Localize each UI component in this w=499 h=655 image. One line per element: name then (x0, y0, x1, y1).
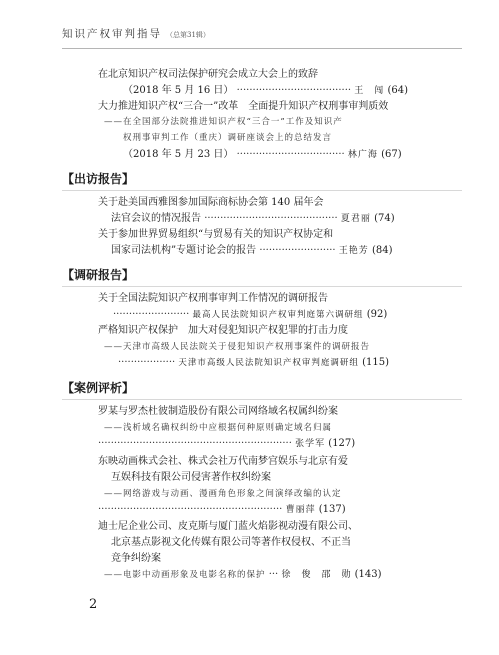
toc-entry-title: 罗某与罗杰杜彼制造股份有限公司网络域名权属纠纷案 (98, 406, 338, 417)
running-header (62, 22, 462, 49)
entry-page: (143) (354, 569, 382, 580)
entry-author: 张学军 (295, 439, 326, 449)
page-number: 2 (89, 597, 98, 612)
toc-entry-title-cont (111, 245, 393, 257)
toc-entry-subtitle: ——浅析域名确权纠纷中应根据何种原则确定域名归属 (104, 423, 333, 433)
section-heading-cases: 【案例评析】 (62, 381, 135, 395)
toc-entry-title: 迪士尼企业公司、皮克斯与厦门蓝火焰影视动漫有限公司、 (98, 521, 358, 532)
toc-entry-title: 严格知识产权保护 加大对侵犯知识产权犯罪的打击力度 (98, 325, 348, 336)
toc-entry-title: 关于参加世界贸易组织“与贸易有关的知识产权协定和 (98, 229, 334, 240)
entry-author: 曹丽萍 (285, 505, 316, 515)
dot-leader: ························ (113, 309, 190, 320)
entry-author: 天津市高级人民法院知识产权审判庭调研组 (178, 358, 359, 368)
dot-leader: ····························································· (98, 438, 292, 449)
toc-entry-date-line (123, 149, 402, 161)
toc-entry-title-cont (111, 213, 395, 225)
toc-entry-author-line (98, 438, 355, 450)
section-heading-outgoing: 【出访报告】 (62, 172, 135, 186)
toc-entry-author-line (113, 309, 387, 321)
toc-entry-subtitle: ——天津市高级人民法院关于侵犯知识产权刑事案件的调研报告 (104, 342, 371, 352)
entry-page: (127) (328, 438, 356, 449)
entry-subtitle: ——电影中动画形象及电影名称的保护 (104, 570, 266, 580)
toc-entry-title-cont: 竞争纠纷案 (111, 553, 161, 564)
entry-title-part: 国家司法机构”专题讨论会的报告 (111, 245, 257, 256)
entry-page: (74) (374, 213, 395, 224)
entry-page: (64) (387, 85, 408, 96)
entry-page: (67) (381, 149, 402, 160)
toc-entry-title-cont: 互娱科技有限公司侵害著作权纠纷案 (111, 472, 271, 483)
toc-entry-subtitle: ——在全国部分法院推进知识产权“三合一”工作及知识产 (104, 117, 343, 127)
entry-page: (115) (362, 357, 389, 368)
entry-page: (137) (318, 504, 346, 515)
toc-entry-date-line (123, 85, 408, 97)
dot-leader: ··· (268, 569, 279, 580)
toc-entry-author-line (118, 357, 389, 369)
entry-author: 徐 俊 邵 勋 (281, 570, 352, 580)
toc-entry-title-cont: 北京基点影视文化传媒有限公司等著作权侵权、不正当 (111, 537, 351, 548)
journal-title: 知识产权审判指导 (62, 28, 162, 40)
toc-entry-title: 大力推进知识产权“三合一”改革 全面提升知识产权刑事审判质效 (98, 101, 389, 112)
section-divider (62, 190, 462, 191)
entry-date: （2018 年 5 月 16 日） (123, 85, 234, 96)
dot-leader: ·················· (118, 357, 176, 368)
toc-entry-subtitle: ——网络游戏与动画、漫画角色形象之间演绎改编的认定 (104, 489, 342, 499)
section-divider (62, 286, 462, 287)
entry-page: (84) (372, 245, 393, 256)
section-divider (62, 399, 462, 400)
toc-entry-subtitle: 权刑事审判工作（重庆）调研座谈会上的总结发言 (123, 133, 333, 143)
dot-leader: ·································· (236, 149, 345, 160)
volume-number: （总第31辑） (166, 31, 210, 39)
dot-leader: ·········································· (204, 213, 338, 224)
toc-entry-title: 在北京知识产权司法保护研究会成立大会上的致辞 (98, 69, 318, 80)
entry-page: (92) (366, 309, 388, 320)
entry-author: 王 闯 (354, 86, 385, 96)
dot-leader: ························ (259, 245, 336, 256)
dot-leader: ···································· (236, 85, 352, 96)
entry-author: 王艳芳 (338, 246, 369, 256)
entry-title-part: 法官会议的情况报告 (111, 213, 201, 224)
dot-leader: ·························································· (98, 504, 283, 515)
section-heading-research: 【调研报告】 (62, 268, 135, 282)
toc-entry-author-line (98, 504, 346, 516)
entry-author: 林广海 (347, 150, 378, 160)
entry-author: 最高人民法院知识产权审判庭第六调研组 (192, 310, 364, 320)
toc-entry-subtitle-line (104, 569, 382, 581)
toc-entry-title: 东映动画株式会社、株式会社万代南梦宫娱乐与北京有爱 (98, 456, 348, 467)
entry-author: 夏君丽 (340, 214, 371, 224)
toc-entry-title: 关于赴美国西雅图参加国际商标协会第 140 届年会 (98, 197, 324, 208)
toc-entry-title: 关于全国法院知识产权刑事审判工作情况的调研报告 (98, 293, 328, 304)
entry-date: （2018 年 5 月 23 日） (123, 149, 234, 160)
